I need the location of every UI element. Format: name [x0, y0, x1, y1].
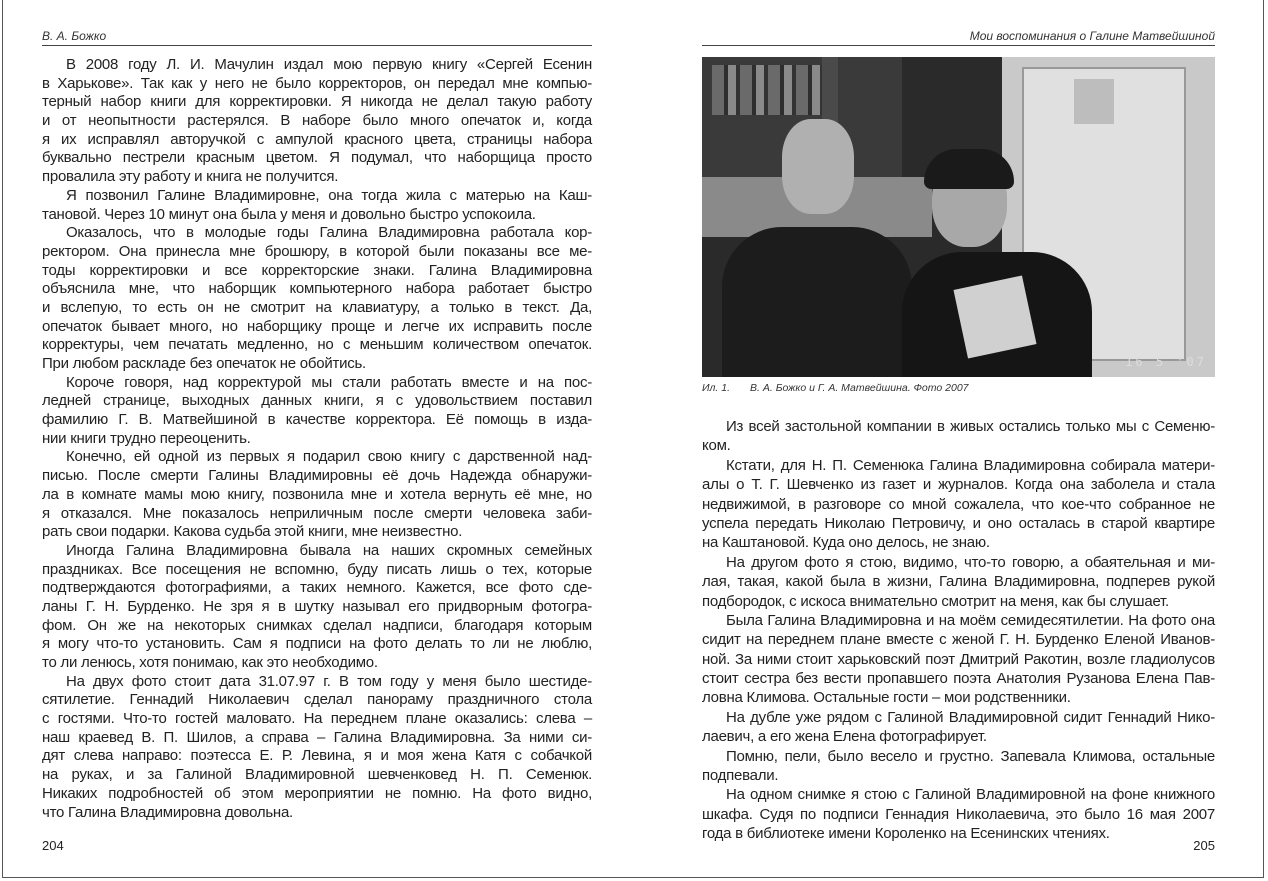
text-line: Кстати, для Н. П. Семенюка Галина Владимировна собирала матери- — [726, 456, 1215, 474]
text-line: тановой. Через 10 минут она была у меня и довольно быстро успокоила. — [42, 205, 536, 223]
man-body — [722, 227, 912, 377]
text-line: алы о Т. Г. Шевченко из газет и журналов. Когда она заболела и стала — [702, 476, 1215, 494]
text-line: то ли ленюсь, хотя понимаю, как это необходимо. — [42, 654, 378, 671]
text-line: сятилетие. Геннадий Николаевич сделал панораму праздничного стола — [42, 691, 592, 709]
running-head-left: В. А. Божко — [42, 29, 107, 43]
text-line: нии книги трудно переоценить. — [42, 429, 251, 447]
text-line: корректуры, чем печатать медленно, но с меньшим количеством опечаток. — [42, 336, 592, 354]
text-line: я их исправлял авторучкой с ампулой красного цвета, страницы набора — [42, 130, 592, 148]
text-line: Иногда Галина Владимировна бывала на наших скромных семейных — [66, 541, 592, 559]
text-line: опечаток бывает много, но наборщику проще и легче их исправить после — [42, 317, 592, 335]
paragraph — [702, 785, 1215, 843]
woman-hair — [924, 149, 1014, 189]
paragraph — [702, 747, 1215, 786]
text-line: на Каштановой. Куда оно делось, не знаю. — [702, 534, 990, 552]
text-line: подтверждаются фотографиями, а таких немного. Кажется, все фото сде- — [42, 579, 592, 597]
header-rule-right — [702, 45, 1215, 46]
paragraph — [702, 708, 1215, 747]
text-line: Была Галина Владимировна и на моём семидесятилетии. На фото она — [726, 611, 1215, 629]
text-line: ной. За ними стоит харьковский поэт Дмитрий Ракотин, возле гладиолусов — [702, 650, 1215, 668]
text-line: На дубле уже рядом с Галиной Владимировной сидит Геннадий Нико- — [726, 708, 1215, 726]
text-line: в Харькове». Так как у него не было корректоров, он передал мне компью- — [42, 74, 592, 92]
text-line: успела передать Николаю Петровичу, и оно осталась в старой квартире — [702, 514, 1215, 532]
text-line: буквально пестрели красным цветом. Я подумал, что наборщица просто — [42, 149, 592, 167]
text-line: и вслепую, то есть он не смотрит на клавиатуру, а только в текст. Да, — [42, 298, 592, 316]
text-line: В 2008 году Л. И. Мачулин издал мою первую книгу «Сергей Есенин — [66, 56, 592, 73]
page-number-right: 205 — [1193, 838, 1215, 853]
text-line: фом. Он же на некоторых снимках сделал надписи, благодаря которым — [42, 616, 592, 634]
paragraph — [702, 456, 1215, 553]
text-line: рать свои подарки. Какова судьба этой книги, мне неизвестно. — [42, 523, 463, 541]
text-line: подбородок, с искоса внимательно смотрит на меня, как бы слушает. — [702, 592, 1169, 610]
text-line: ректором. Она принесла мне брошюру, в которой были показаны все ме- — [42, 242, 592, 260]
paragraph — [42, 673, 592, 823]
man-head — [782, 119, 854, 214]
text-line: Короче говоря, над корректурой мы стали работать вместе и на пос- — [66, 373, 592, 391]
text-line: тоды корректировки и все корректорские знаки. Галина Владимировна — [42, 261, 592, 279]
text-line: При любом раскладе без опечаток не обойтись. — [42, 355, 366, 372]
text-line: и от неопытности растерялся. В наборе было много опечаток и, когда — [42, 112, 592, 130]
text-line: ланы Г. Н. Бурденко. Не зря я в шутку называл его придворным фотогра- — [42, 597, 592, 615]
text-line: лая, такая, какой была в жизни, Галина Владимировна, подперев рукой — [702, 573, 1215, 591]
text-line: Я позвонил Галине Владимировне, она тогда жила с матерью на Каш- — [66, 186, 592, 204]
text-line: На другом фото я стою, видимо, что-то говорю, а обаятельная и ми- — [726, 553, 1215, 571]
paragraph — [42, 56, 592, 187]
figure-photo — [702, 57, 1215, 377]
text-line: объяснила мне, что наборщик компьютерного набора работает быстро — [42, 280, 592, 298]
text-line: ла в комнате мамы мою книгу, позвонила мне и хотела вернуть её мне, но — [42, 485, 592, 503]
text-line: терный набор книги для корректировки. Я никогда не делал такую работу — [42, 93, 592, 111]
books — [712, 65, 822, 115]
door-notice — [1074, 79, 1114, 124]
paragraph — [702, 417, 1215, 456]
text-line: Никаких подробностей об этом мероприятии не помню. На фото видно, — [42, 784, 592, 802]
text-line: ком. — [702, 437, 731, 455]
text-line: что Галина Владимировна довольна. — [42, 803, 293, 821]
text-line: Оказалось, что в молодые годы Галина Владимировна работала кор- — [66, 224, 592, 242]
text-line: с гостями. Что-то гостей маловато. На переднем плане оказались: слева – — [42, 710, 592, 728]
paragraph — [42, 374, 592, 449]
text-line: года в библиотеке имени Короленко на Есенинских чтениях. — [702, 825, 1110, 843]
text-line: лаевич, а его жена Елена фотографирует. — [702, 728, 987, 746]
paragraph — [42, 187, 592, 224]
text-line: дят слева направо: поэтесса Е. Р. Левина, я и моя жена Катя с собачкой — [42, 747, 592, 765]
text-line: подпевали. — [702, 767, 779, 785]
text-line: шкафа. Судя по подписи Геннадия Николаевича, это было 16 мая 2007 — [702, 805, 1215, 823]
text-line: праздниках. Все посещения не вспомню, буду писать лишь о тех, которые — [42, 560, 592, 578]
paragraph — [42, 448, 592, 541]
text-line: фамилию Г. В. Матвейшиной в качестве корректора. Её помощь в изда- — [42, 411, 592, 429]
text-line: я отказался. Мне показалось неприличным после смерти человека заби- — [42, 504, 592, 522]
text-line: ловна Климова. Остальные гости – мои родственники. — [702, 689, 1071, 707]
text-line: На двух фото стоит дата 31.07.97 г. В том году у меня было шестиде- — [66, 672, 592, 690]
header-rule-left — [42, 45, 592, 46]
photo-date-stamp: 16 5 '07 — [1125, 355, 1207, 369]
paragraph — [42, 542, 592, 673]
paragraph — [42, 224, 592, 374]
paragraph — [702, 611, 1215, 708]
right-page-body — [702, 417, 1215, 844]
text-line: На одном снимке я стою с Галиной Владимировной на фоне книжного — [726, 786, 1215, 804]
figure-caption-text: В. А. Божко и Г. А. Матвейшина. Фото 2007 — [750, 382, 969, 394]
paragraph — [702, 553, 1215, 611]
book-in-hand — [953, 275, 1036, 358]
running-head-right: Мои воспоминания о Галине Матвейшиной — [969, 29, 1215, 43]
text-line: наш краевед В. П. Шилов, а справа – Галина Владимировна. За ними си- — [42, 728, 592, 746]
text-line: на руках, и за Галиной Владимировной шевченковед Н. П. Семенюк. — [42, 766, 592, 784]
text-line: стоит сестра без вести пропавшего поэта Анатолия Рузанова Елена Пав- — [702, 670, 1215, 688]
text-line: сидит на переднем плане вместе с женой Г. Н. Бурденко Еленой Иванов- — [702, 631, 1215, 649]
text-line: недвижимой, в разговоре со мной сожалела, что кое-что собранное не — [702, 495, 1215, 513]
figure-caption — [702, 382, 989, 394]
text-line: Помню, пели, было весело и грустно. Запевала Климова, остальные — [726, 747, 1215, 765]
figure-label: Ил. 1. — [702, 382, 731, 394]
text-line: ледней странице, выходных данных книги, я с удовольствием поставил — [42, 392, 592, 410]
text-line: Из всей застольной компании в живых остались только мы с Семеню- — [726, 418, 1215, 435]
text-line: я могу что-то установить. Сам я подписи на фото делать то ли не люблю, — [42, 635, 592, 653]
page-number-left: 204 — [42, 838, 64, 853]
left-page-body — [42, 56, 592, 822]
text-line: Конечно, ей одной из первых я подарил свою книгу с дарственной над- — [66, 448, 592, 466]
text-line: писью. После смерти Галины Владимировны её дочь Надежда обнаружи- — [42, 467, 592, 485]
text-line: провалила эту работу и книга не получится. — [42, 168, 339, 186]
